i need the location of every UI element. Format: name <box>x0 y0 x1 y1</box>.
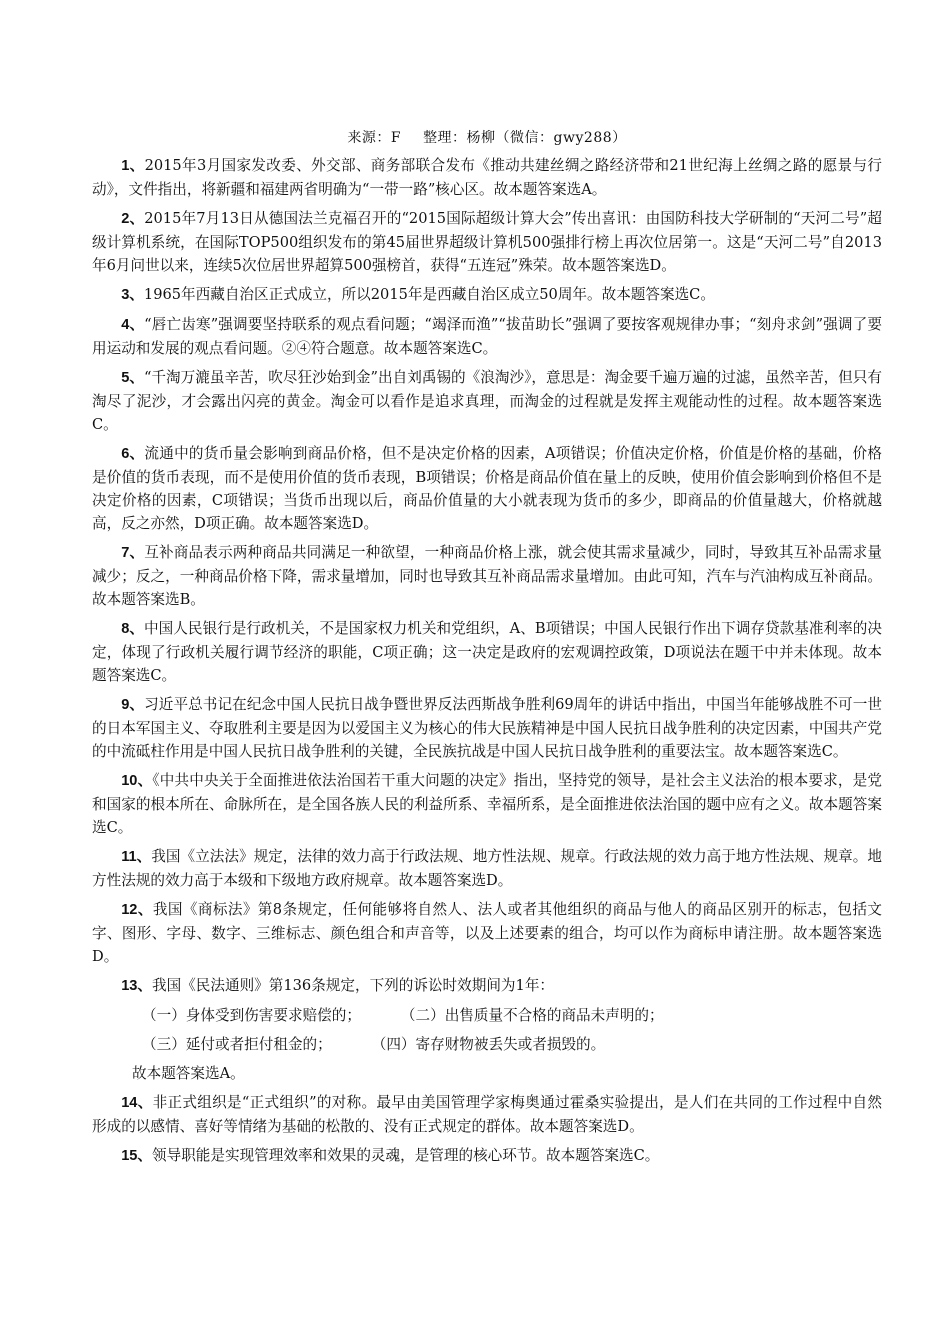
answer-paragraph-9 <box>92 693 882 763</box>
item-text: 流通中的货币量会影响到商品价格，但不是决定价格的因素，A项错误；价值决定价格，价值是价格的基础，价格是价值的货币表现，而不是使用价值的货币表现，B项错误；价格是商品价值在量上的反映，使用价值会影响到价格但不是决定价格的因素，C项错误；当货币出现以后，商品价值量的大小就表现为货币的多少，即商品的价值量越大，价格就越高，反之亦然，D项正确。故本题答案选D。 <box>92 445 882 532</box>
answer-paragraph-13 <box>92 974 882 998</box>
item13-sub-2: （二）出售质量不合格的商品未声明的； <box>400 1007 664 1024</box>
item-text: 2015年7月13日从德国法兰克福召开的“2015国际超级计算大会”传出喜讯：由国防科技大学研制的“天河二号”超级计算机系统，在国际TOP500组织发布的第45届世界超级计算机500强排行榜上再次位居第一。这是“天河二号”自2013年6月问世以来，连续5次位居世界超算500强榜首，获得“五连冠”殊荣。故本题答案选D。 <box>92 210 882 274</box>
item-text: 《中共中央关于全面推进依法治国若干重大问题的决定》指出，坚持党的领导，是社会主义法治的根本要求，是党和国家的根本所在、命脉所在，是全国各族人民的利益所系、幸福所系，是全面推进依法治国的题中应有之义。故本题答案选C。 <box>92 772 882 836</box>
item-number: 5、 <box>121 370 144 386</box>
answer-paragraph-14 <box>92 1091 882 1138</box>
item13-sub-4: （四）寄存财物被丢失或者损毁的。 <box>371 1036 606 1053</box>
answer-paragraph-8 <box>92 617 882 687</box>
item-number: 9、 <box>121 697 145 713</box>
item13-answer: 故本题答案选A。 <box>132 1065 245 1082</box>
item-text: 我国《立法法》规定，法律的效力高于行政法规、地方性法规、规章。行政法规的效力高于地方性法规、规章。地方性法规的效力高于本级和下级地方政府规章。故本题答案选D。 <box>92 848 882 889</box>
source-header <box>92 128 882 148</box>
document-page <box>92 128 882 1174</box>
item13-sub-row-2 <box>92 1033 882 1056</box>
item-number: 1、 <box>121 158 145 174</box>
item13-sub-1: （一）身体受到伤害要求赔偿的； <box>142 1007 361 1024</box>
answer-paragraph-6 <box>92 442 882 535</box>
item-text: 1965年西藏自治区正式成立，所以2015年是西藏自治区成立50周年。故本题答案选C。 <box>143 286 715 303</box>
item-text: 互补商品表示两种商品共同满足一种欲望，一种商品价格上涨，就会使其需求量减少，同时，导致其互补品需求量减少；反之，一种商品价格下降，需求量增加，同时也导致其互补商品需求量增加。由此可知，汽车与汽油构成互补商品。故本题答案选B。 <box>92 544 882 608</box>
answer-paragraph-5 <box>92 366 882 436</box>
item-number: 3、 <box>121 287 144 303</box>
item-number: 15、 <box>121 1148 153 1164</box>
item-number: 10、 <box>121 773 153 789</box>
answer-paragraph-11 <box>92 845 882 892</box>
item-number: 14、 <box>121 1095 153 1111</box>
answer-paragraph-3 <box>92 283 882 307</box>
item-text: 我国《商标法》第8条规定，任何能够将自然人、法人或者其他组织的商品与他人的商品区别开的标志，包括文字、图形、字母、数字、三维标志、颜色组合和声音等，以及上述要素的组合，均可以作为商标申请注册。故本题答案选D。 <box>92 901 882 965</box>
item-text: 习近平总书记在纪念中国人民抗日战争暨世界反法西斯战争胜利69周年的讲话中指出，中国当年能够战胜不可一世的日本军国主义、夺取胜利主要是因为以爱国主义为核心的伟大民族精神是中国人民抗日战争胜利的决定因素，中国共产党的中流砥柱作用是中国人民抗日战争胜利的关键，全民族抗战是中国人民抗日战争胜利的重要法宝。故本题答案选C。 <box>92 696 882 760</box>
item-text: “千淘万漉虽辛苦，吹尽狂沙始到金”出自刘禹锡的《浪淘沙》，意思是：淘金要千遍万遍的过滤，虽然辛苦，但只有淘尽了泥沙，才会露出闪亮的黄金。淘金可以看作是追求真理，而淘金的过程就是发挥主观能动性的过程。故本题答案选C。 <box>92 369 882 433</box>
item-text: 2015年3月国家发改委、外交部、商务部联合发布《推动共建丝绸之路经济带和21世纪海上丝绸之路的愿景与行动》，文件指出，将新疆和福建两省明确为“一带一路”核心区。故本题答案选A。 <box>92 157 883 198</box>
item-text: 非正式组织是“正式组织”的对称。最早由美国管理学家梅奥通过霍桑实验提出，是人们在共同的工作过程中自然形成的以感情、喜好等情绪为基础的松散的、没有正式规定的群体。故本题答案选D。 <box>92 1094 882 1135</box>
item-number: 12、 <box>121 902 153 918</box>
item-number: 7、 <box>121 545 145 561</box>
item-number: 8、 <box>121 621 144 637</box>
editor-label: 整理：杨柳（微信：gwy288） <box>423 130 627 146</box>
item-number: 6、 <box>121 446 145 462</box>
item13-sub-row-1 <box>92 1004 882 1027</box>
item13-sub-3: （三）延付或者拒付租金的； <box>142 1036 332 1053</box>
answer-paragraph-4 <box>92 313 882 360</box>
item-text: “唇亡齿寒”强调要坚持联系的观点看问题；“竭泽而渔”“拔苗助长”强调了要按客观规律办事；“刻舟求剑”强调了要用运动和发展的观点看问题。②④符合题意。故本题答案选C。 <box>92 316 882 357</box>
source-label: 来源：F <box>347 130 402 146</box>
item-text: 中国人民银行是行政机关，不是国家权力机关和党组织，A、B项错误；中国人民银行作出下调存贷款基准利率的决定，体现了行政机关履行调节经济的职能，C项正确；这一决定是政府的宏观调控政策，D项说法在题干中并未体现。故本题答案选C。 <box>92 620 882 684</box>
answer-paragraph-15 <box>92 1144 882 1168</box>
answer-paragraph-12 <box>92 898 882 968</box>
answer-paragraph-10 <box>92 769 882 839</box>
answer-paragraph-1 <box>92 154 882 201</box>
answer-paragraph-2 <box>92 207 882 277</box>
item-number: 11、 <box>121 849 152 865</box>
item-text: 领导职能是实现管理效率和效果的灵魂，是管理的核心环节。故本题答案选C。 <box>152 1147 660 1164</box>
item-text: 我国《民法通则》第136条规定，下列的诉讼时效期间为1年： <box>152 977 555 994</box>
item-number: 4、 <box>121 317 145 333</box>
item-number: 2、 <box>121 211 145 227</box>
answer-paragraph-7 <box>92 541 882 611</box>
item-number: 13、 <box>121 978 153 994</box>
